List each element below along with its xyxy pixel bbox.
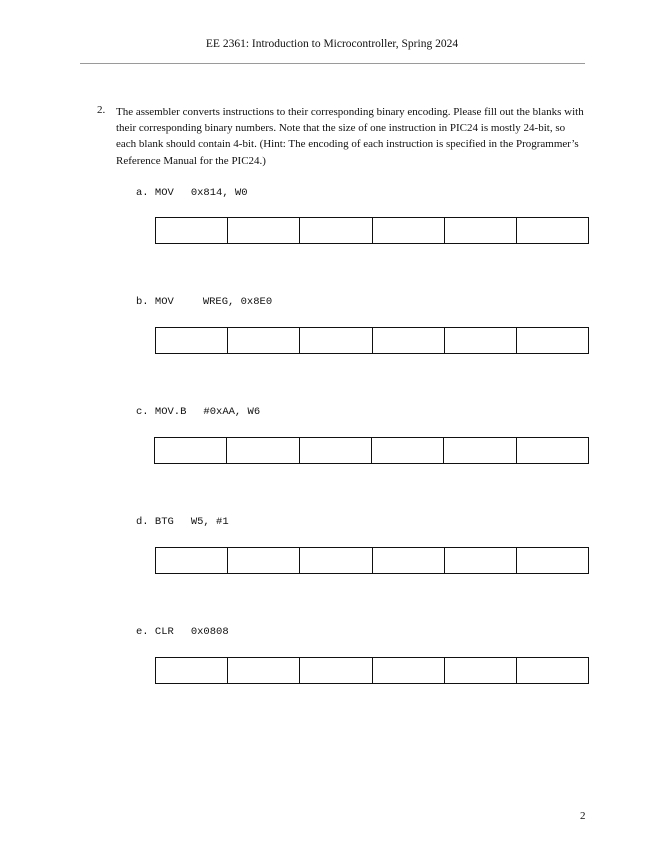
answer-blank[interactable] — [373, 658, 445, 683]
part-b-answer-boxes — [155, 327, 589, 354]
part-c-answer-boxes — [154, 437, 589, 464]
page-number: 2 — [580, 810, 586, 822]
answer-blank[interactable] — [300, 218, 372, 243]
answer-blank[interactable] — [517, 438, 588, 463]
answer-blank[interactable] — [156, 548, 228, 573]
answer-blank[interactable] — [373, 328, 445, 353]
answer-blank[interactable] — [444, 438, 516, 463]
part-a-operands: 0x814, W0 — [190, 187, 248, 199]
answer-blank[interactable] — [156, 328, 228, 353]
part-d-operands: W5, #1 — [190, 516, 229, 528]
part-a-instruction — [136, 187, 248, 199]
answer-blank[interactable] — [517, 218, 588, 243]
part-c-instruction — [136, 406, 260, 418]
answer-blank[interactable] — [445, 548, 517, 573]
answer-blank[interactable] — [517, 548, 588, 573]
answer-blank[interactable] — [228, 658, 300, 683]
part-b-operands: WREG, 0x8E0 — [202, 296, 273, 308]
answer-blank[interactable] — [517, 328, 588, 353]
answer-blank[interactable] — [300, 548, 372, 573]
answer-blank[interactable] — [300, 658, 372, 683]
answer-blank[interactable] — [517, 658, 588, 683]
answer-blank[interactable] — [445, 658, 517, 683]
answer-blank[interactable] — [227, 438, 299, 463]
answer-blank[interactable] — [228, 218, 300, 243]
part-e-answer-boxes — [155, 657, 589, 684]
question-text: The assembler converts instructions to their corresponding binary encoding. Please fill out the blanks with their corresponding binary numbers. Note that the size of one instruction in PIC24 is mostly 24-bit, so each blank should contain 4-bit. (Hint: The encoding of each instruction is specified in the Programmer’s Reference Manual for the PIC24.) — [116, 106, 584, 167]
answer-blank[interactable] — [373, 218, 445, 243]
header-rule — [80, 63, 585, 64]
part-d-answer-boxes — [155, 547, 589, 574]
part-d-mnemonic: d. BTG — [136, 516, 174, 528]
answer-blank[interactable] — [228, 328, 300, 353]
answer-blank[interactable] — [372, 438, 444, 463]
page-header: EE 2361: Introduction to Microcontroller, Spring 2024 — [205, 38, 459, 50]
part-e-mnemonic: e. CLR — [136, 626, 174, 638]
part-e-instruction — [136, 626, 229, 638]
answer-blank[interactable] — [156, 658, 228, 683]
part-a-answer-boxes — [155, 217, 589, 244]
answer-blank[interactable] — [300, 328, 372, 353]
part-c-operands: #0xAA, W6 — [203, 406, 261, 418]
part-a-mnemonic: a. MOV — [136, 187, 174, 199]
answer-blank[interactable] — [445, 218, 517, 243]
part-e-operands: 0x0808 — [190, 626, 229, 638]
answer-blank[interactable] — [373, 548, 445, 573]
part-b-instruction — [136, 296, 272, 308]
question-number: 2. — [97, 104, 106, 116]
part-d-instruction — [136, 516, 229, 528]
answer-blank[interactable] — [156, 218, 228, 243]
part-b-mnemonic: b. MOV — [136, 296, 174, 308]
part-c-mnemonic: c. MOV.B — [136, 406, 187, 418]
answer-blank[interactable] — [228, 548, 300, 573]
answer-blank[interactable] — [155, 438, 227, 463]
answer-blank[interactable] — [445, 328, 517, 353]
answer-blank[interactable] — [300, 438, 372, 463]
